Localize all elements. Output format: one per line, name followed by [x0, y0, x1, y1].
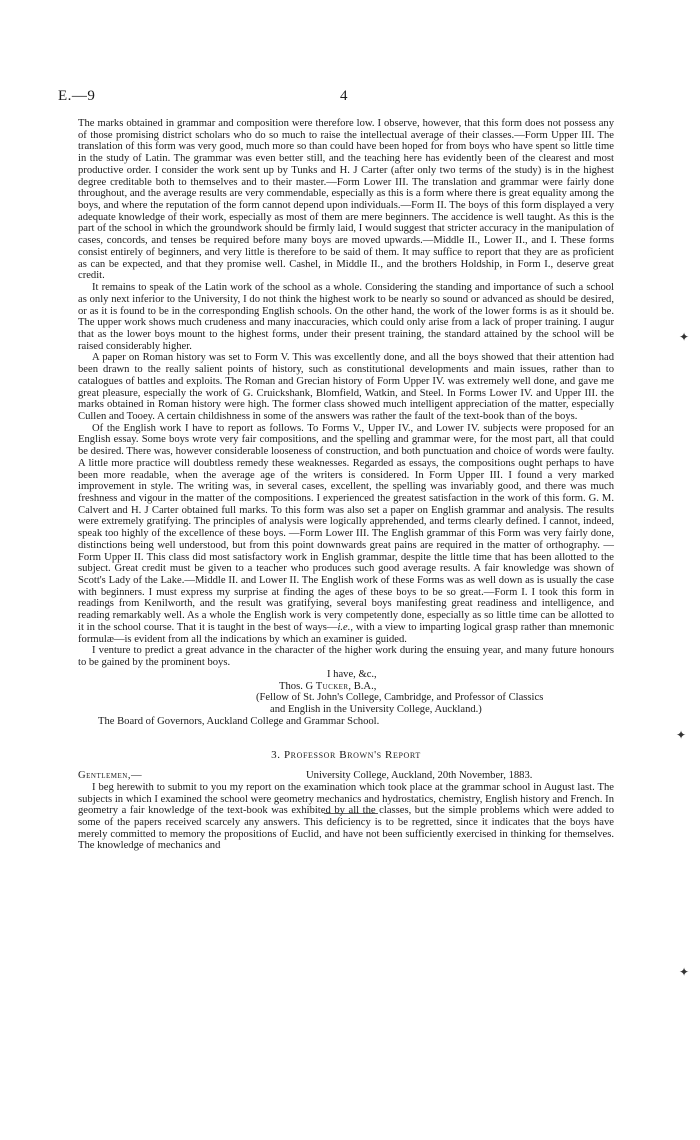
latin-forms-paragraph: The marks obtained in grammar and composition were therefore low. I observe, however, that this form does not possess any of those promising district scholars who do so much to raise the intellectual average of their classes.—Form Upper III. The translation of this form was very good, much more so than could have been hoped for from boys who have spent so little time in the study of Latin. The grammar was even better still, and the teaching here has evidently been of the clearest and most productive order. I consider the work sent up by Tunks and H. J Carter (after only two terms of the study) is in the highest degree creditable both to themselves and to their master.—Form Lower III. The translation and grammar were fairly done throughout, and the average results are very commendable, especially as this is a form where there is great equality among the boys, and where the reputation of the form cannot depend upon individuals.—Form II. The boys of this form displayed a very adequate knowledge of their work, especially as most of them are mere beginners. The accidence is well taught. As this is the part of the school in which the groundwork should be firmly laid, I would suggest that stricter accuracy in the manipulation of cases, concords, and tenses be required before many boys are moved upwards.—Middle II., Lower II., and I. These forms consist entirely of beginners, and very little is therefore to be said of them. It may suffice to report that they are as proficient as can be expected, and that they promise well. Cashel, in Middle II., and the brothers Holdship, in Form I., deserve great credit. — [78, 118, 614, 282]
salutation-line — [78, 770, 614, 782]
signature-closing: I have, &c., — [327, 668, 377, 680]
dateline: University College, Auckland, 20th November, 1883. — [306, 770, 533, 782]
history-paragraph: A paper on Roman history was set to Form V. This was excellently done, and all the boys showed that their attention had been drawn to the really salient points of history, such as constitutional developments and main issues, rather than to catalogues of battles and exploits. The Roman and Grecian history of Form Upper IV. was extremely well done, and gave me great pleasure, especially the work of G. Cruickshank, Blomfield, Watkin, and Steel. In Forms Lower IV. and Upper III. the marks obtained in Roman history were high. The former class showed much intelligent appreciation of the matter, especially Cullen and Tooey. A certain childishness in some of the answers was rather the fault of the text-book than of the boys. — [78, 352, 614, 422]
english-paragraph-end: with a view to imparting logical grasp rather than mnemonic formulæ—is evident from all the indications by which an examiner is guided. — [78, 621, 614, 645]
closing-paragraph: I venture to predict a great advance in the character of the higher work during the ensuing year, and many future honours to be gained by the prominent boys. — [78, 645, 614, 669]
margin-mark-icon: ✦ — [679, 330, 690, 344]
latin-summary-paragraph: It remains to speak of the Latin work of the school as a whole. Considering the standing and importance of such a school as only next inferior to the University, I do not think the highest work to be nearly so sound or advanced as should be desired, or as it is found to be in the corresponding English schools. On the other hand, the work of the lower forms is as it should be. The upper work shows much crudeness and many inaccuracies, which could only arise from a lack of proper training. I augur that as the lower boys mount to the highest forms, under their present training, the standard attained by the school will be raised considerably higher. — [78, 282, 614, 352]
report-heading: 3. Professor Brown's Report — [271, 749, 421, 762]
section-divider — [324, 813, 378, 814]
page-header — [58, 88, 358, 106]
brown-report-paragraph: I beg herewith to submit to you my report on the examination which took place at the grammar school in August last. The subjects in which I examined the school were geometry mechanics and hydrostatics, chemistry, English history and French. In geometry a fair knowledge of the text-book was exhibited by all the classes, but the simple problems which were added to some of the papers received scarcely any answers. This deficiency is to be regretted, since it indicates that the boys have merely committed to memory the propositions of Euclid, and have not been sufficiently exercised in thinking for themselves. The knowledge of mechanics and — [78, 781, 614, 852]
addressee: The Board of Governors, Auckland College and Grammar School. — [98, 715, 380, 727]
salutation: Gentlemen,— — [78, 770, 143, 782]
margin-mark-icon: ✦ — [676, 728, 687, 742]
margin-mark-icon: ✦ — [679, 965, 690, 979]
english-paragraph — [78, 423, 614, 646]
english-paragraph-text: Of the English work I have to report as follows. To Forms V., Upper IV., and Lower IV. subjects were proposed for an English essay. Some boys wrote very fair compositions, and the spelling and grammar were, for the most part, all that could be desired. There was, however considerable looseness of construction, and both punctuation and choice of words were faulty. A little more practice will doubtless remedy these weaknesses. Regarded as essays, the compositions ought perhaps to have been more readable, when the average age of the writers is considered. In Form Upper III. I found a very marked improvement in style. The writing was, in several cases, excellent, the spelling was invariably good, and there was much freshness and vigour in the matter of the compositions. I experienced the greatest satisfaction in the work of this form. G. M. Calvert and H. J Carter obtained full marks. To this form was also set a paper on English grammar and analysis. The results were extremely gratifying. The principles of analysis were logically apprehended, and terms clearly defined. I cannot, indeed, speak too highly of the excellence of these boys. —Form Lower III. The English grammar of this Form was very fairly done, distinctions being well understood, but from this point downwards great pains are required in the matter of orthography. —Form Upper II. This class did most satisfactory work in English grammar, despite the little time that has been allotted to the subject. Great credit must be given to a teacher who produces such good average results. A fair knowledge was shown of Scott's Lady of the Lake.—Middle II. and Lower II. The English work of these Forms was as well down as is usually the case with beginners. I must express my surprise at finding the ages of these boys to be so great.—Form I. I took this form in readings from Kenilworth, and the result was gratifying, several boys manifesting great readiness and intelligence, and reading remarkably well. As a whole the English work is very competently done, especially as so little time can be allotted to it in the school course. That it is taught in the best of ways— — [78, 422, 614, 633]
signature-name-prefix: Thos. G — [279, 680, 314, 692]
signature-surname: Tucker — [315, 680, 349, 692]
document-reference: E.—9 — [58, 88, 96, 104]
page-number: 4 — [340, 88, 348, 104]
ie-abbreviation: i.e., — [337, 621, 354, 633]
signature-title-line-2: and English in the University College, Auckland.) — [270, 703, 482, 715]
signature-name — [78, 681, 614, 693]
report-body — [78, 118, 614, 852]
signature-degree: , B.A., — [348, 680, 377, 692]
signature-title-line-1: (Fellow of St. John's College, Cambridge, and Professor of Classics — [256, 692, 544, 704]
